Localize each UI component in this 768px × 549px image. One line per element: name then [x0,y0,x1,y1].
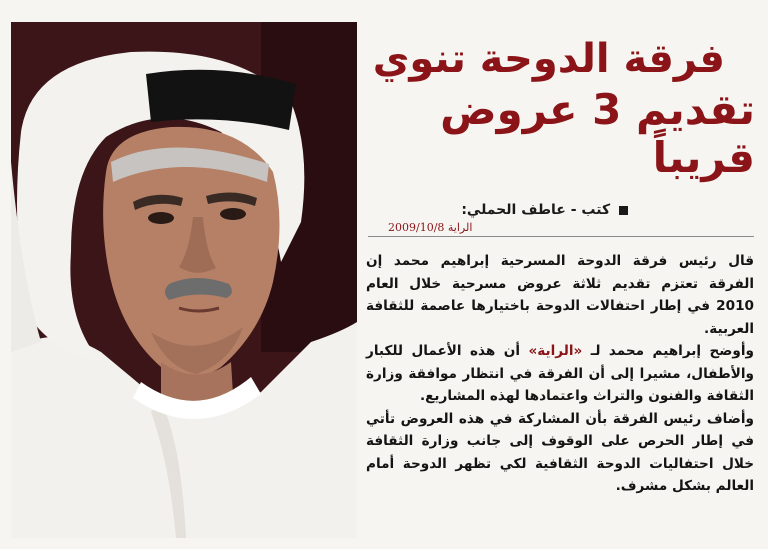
paragraph-3: وأضاف رئيس الفرقة بأن المشاركة في هذه العروض تأتي في إطار الحرص على الوقوف إلى جانب وزارة الثقافة خلال احتفاليات الدوحة الثقافية لكي تظهر الدوحة أمام العالم بشكل مشرف. [366,410,754,494]
newspaper-name: «الراية» [528,343,583,359]
portrait-photo [11,22,357,538]
headline-line-2: تقديم 3 عروض قريباً [440,85,755,183]
paragraph-2-start: وأوضح إبراهيم محمد لـ [582,343,754,359]
article-headline [365,36,755,183]
divider [368,236,754,237]
byline-text: كتب - عاطف الحملي: [461,202,611,218]
headline-line-1: فرقة الدوحة تنوي [372,36,725,82]
paragraph-2 [366,340,754,408]
bullet-square-icon [619,206,628,215]
paragraph-1: قال رئيس فرقة الدوحة المسرحية إبراهيم محمد إن الفرقة تعتزم تقديم ثلاثة عروض مسرحية خلال العام 2010 في إطار احتفالات الدوحة باختيارها عاصمة للثقافة العربية. [366,253,754,337]
paragraph-2-end: أن هذه الأعمال للكبار والأطفال، مشيرا إلى أن الفرقة في انتظار موافقة وزارة الثقافة والفنون والتراث واعتمادها لهذه المشاريع. [366,343,754,404]
byline [461,202,628,218]
article-body [366,250,754,498]
source-date: الراية 2009/10/8 [388,221,473,234]
